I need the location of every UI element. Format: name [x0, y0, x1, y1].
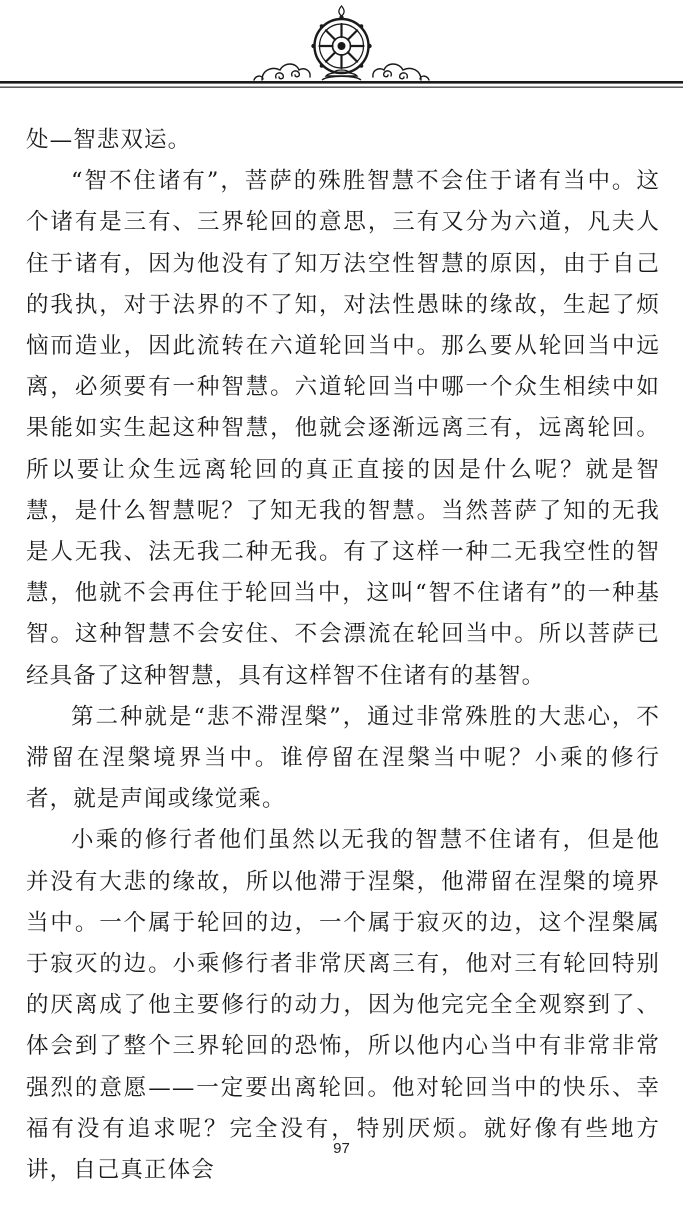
paragraph: 处—智悲双运。 [26, 127, 192, 153]
paragraph: “智不住诸有”，菩萨的殊胜智慧不会住于诸有当中。这个诸有是三有、三界轮回的意思，三有又分为六道，凡夫人住于诸有，因为他没有了知万法空性智慧的原因，由于自己的我执，对于法界的不了知，对法性愚昧的缘故，生起了烦恼而造业，因此流转在六道轮回当中。那么要从轮回当中远离，必须要有一种智慧。六道轮回当中哪一个众生相续中如果能如实生起这种智慧，他就会逐渐远离三有，远离轮回。所以要让众生远离轮回的真正直接的因是什么呢？就是智慧，是什么智慧呢？了知无我的智慧。当然菩萨了知的无我是人无我、法无我二种无我。有了这样一种二无我空性的智慧，他就不会再住于轮回当中，这叫“智不住诸有”的一种基智。这种智慧不会安住、不会漂流在轮回当中。所以菩萨已经具备了这种智慧，具有这样智不住诸有的基智。 [26, 168, 660, 689]
right-cloud-icon [373, 64, 429, 80]
left-cloud-icon [254, 64, 310, 80]
paragraph: 小乘的修行者他们虽然以无我的智慧不住诸有，但是他并没有大悲的缘故，所以他滞于涅槃，他滞留在涅槃的境界当中。一个属于轮回的边，一个属于寂灭的边，这个涅槃属于寂灭的边。小乘修行者非常厌离三有，他对三有轮回特别的厌离成了他主要修行的动力，因为他完完全全观察到了、体会到了整个三界轮回的恐怖，所以他内心当中有非常非常强烈的意愿——一定要出离轮回。他对轮回当中的快乐、幸福有没有追求呢？完全没有，特别厌烦。就好像有些地方讲，自己真正体会 [26, 827, 660, 1184]
header-ornament-graphic [0, 0, 683, 110]
dharma-wheel-icon [311, 6, 371, 80]
page-number: 97 [333, 1140, 350, 1157]
header-rule [0, 81, 683, 88]
paragraph: 第二种就是“悲不滞涅槃”，通过非常殊胜的大悲心，不滞留在涅槃境界当中。谁停留在涅槃当中呢？小乘的修行者，就是声闻或缘觉乘。 [26, 703, 660, 813]
main-text [26, 120, 660, 1191]
header-ornament [0, 0, 683, 110]
